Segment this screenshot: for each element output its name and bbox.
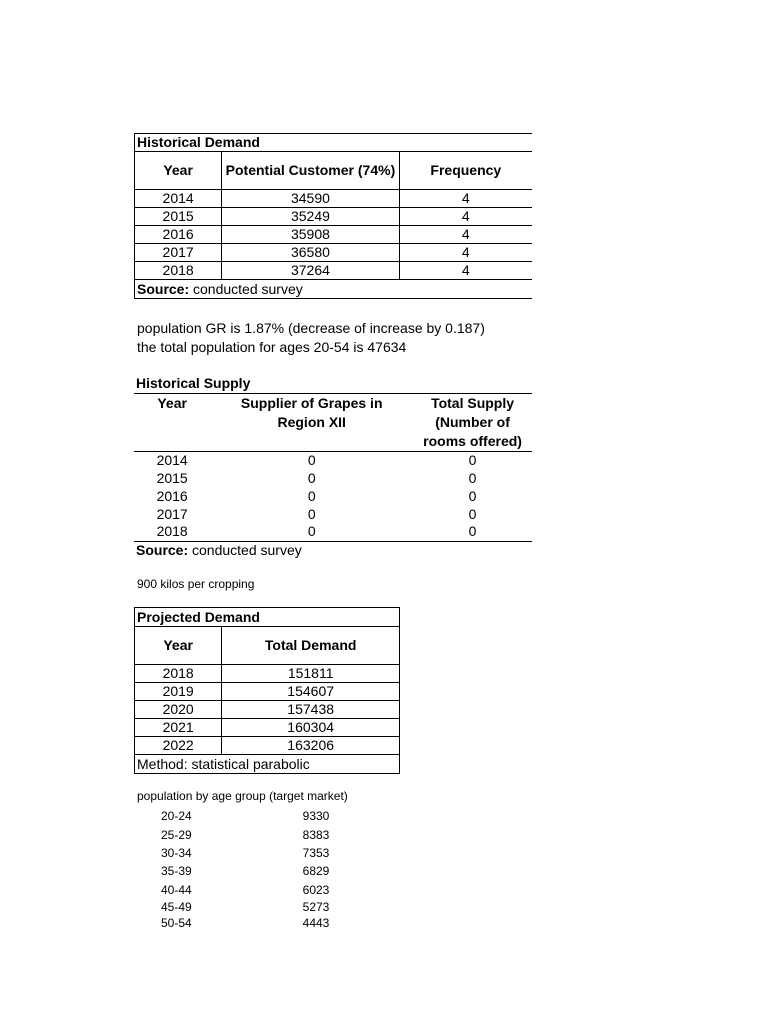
pd-method: Method: statistical parabolic [135, 755, 400, 774]
historical-supply-table [134, 374, 532, 560]
hs-source-label: Source: [136, 542, 189, 559]
pd-cell-year: 2019 [135, 683, 222, 701]
pd-cell-year: 2021 [135, 719, 222, 737]
hd-cell-frequency: 4 [399, 244, 532, 262]
historical-demand-table [134, 133, 532, 299]
projected-demand-title: Projected Demand [135, 608, 400, 627]
hs-cell-year: 2014 [156, 451, 188, 468]
pd-cell-demand: 157438 [222, 701, 400, 719]
hd-cell-year: 2017 [135, 244, 222, 262]
pd-cell-demand: 151811 [222, 665, 400, 683]
age-count: 5273 [302, 900, 330, 914]
pd-cell-year: 2018 [135, 665, 222, 683]
hd-cell-frequency: 4 [399, 226, 532, 244]
age-range: 20-24 [161, 809, 192, 823]
age-range: 45-49 [161, 900, 192, 914]
projected-demand-table [134, 607, 400, 774]
pd-cell-year: 2022 [135, 737, 222, 755]
table-row [135, 665, 400, 683]
hs-cell-year: 2015 [156, 469, 188, 486]
age-count: 8383 [302, 828, 330, 842]
hd-cell-year: 2015 [135, 208, 222, 226]
hd-cell-customer: 37264 [222, 262, 399, 280]
total-population-note: the total population for ages 20-54 is 47634 [137, 339, 407, 355]
pd-header-year: Year [135, 627, 222, 665]
hs-header-supplier: Supplier of Grapes in Region XII [210, 393, 413, 451]
table-row [134, 523, 532, 541]
age-count: 4443 [302, 916, 330, 930]
age-count: 7353 [302, 846, 330, 860]
hs-cell-year: 2018 [134, 523, 210, 541]
age-range: 50-54 [161, 916, 192, 930]
pd-cell-demand: 154607 [222, 683, 400, 701]
age-range: 35-39 [161, 864, 192, 878]
hd-cell-year: 2016 [135, 226, 222, 244]
hs-cell-total: 0 [413, 523, 532, 541]
hd-cell-frequency: 4 [399, 190, 532, 208]
age-group-title: population by age group (target market) [137, 789, 348, 803]
hd-cell-frequency: 4 [399, 262, 532, 280]
table-row [134, 451, 532, 469]
hs-cell-supplier: 0 [210, 523, 413, 541]
historical-supply-title: Historical Supply [134, 374, 532, 393]
pd-cell-demand: 160304 [222, 719, 400, 737]
hs-header-year: Year [134, 393, 210, 451]
hs-cell-supplier: 0 [307, 451, 316, 468]
hd-header-frequency: Frequency [399, 152, 532, 190]
table-row [135, 208, 533, 226]
hd-cell-customer: 35908 [222, 226, 399, 244]
age-count: 6023 [302, 883, 330, 897]
growth-rate-note: population GR is 1.87% (decrease of increase by 0.187) [137, 320, 485, 336]
hd-header-year: Year [135, 152, 222, 190]
kilos-note: 900 kilos per cropping [137, 577, 255, 591]
table-row [135, 737, 400, 755]
hd-header-potential-customer: Potential Customer (74%) [222, 152, 399, 190]
hd-cell-year: 2018 [135, 262, 222, 280]
hs-cell-year: 2016 [156, 487, 188, 504]
hs-cell-total: 0 [468, 487, 477, 504]
age-range: 40-44 [161, 883, 192, 897]
hd-source [135, 280, 533, 299]
hd-cell-customer: 35249 [222, 208, 399, 226]
hs-cell-supplier: 0 [307, 505, 316, 522]
pd-header-total-demand: Total Demand [222, 627, 400, 665]
table-row [135, 719, 400, 737]
table-row [135, 683, 400, 701]
table-row [135, 701, 400, 719]
age-count: 6829 [302, 864, 330, 878]
age-range: 25-29 [161, 828, 192, 842]
hs-source-text: conducted survey [188, 542, 302, 559]
table-row [135, 226, 533, 244]
table-row [134, 469, 532, 487]
hs-cell-year: 2017 [156, 505, 188, 522]
hs-cell-total: 0 [468, 451, 477, 468]
hd-cell-frequency: 4 [399, 208, 532, 226]
hd-source-label: Source: [137, 280, 190, 297]
hs-cell-supplier: 0 [307, 469, 316, 486]
table-row [134, 487, 532, 505]
table-row [135, 244, 533, 262]
hs-header-total-supply: Total Supply (Number of rooms offered) [413, 393, 532, 451]
hd-source-text: conducted survey [189, 280, 303, 297]
historical-demand-title: Historical Demand [135, 134, 533, 152]
table-row [135, 190, 533, 208]
hs-cell-total: 0 [468, 505, 477, 522]
pd-cell-demand: 163206 [222, 737, 400, 755]
table-row [135, 262, 533, 280]
pd-cell-year: 2020 [135, 701, 222, 719]
age-count: 9330 [302, 809, 330, 823]
age-range: 30-34 [161, 846, 192, 860]
hs-source [134, 541, 532, 560]
table-row [134, 505, 532, 523]
hd-cell-year: 2014 [135, 190, 222, 208]
hd-cell-customer: 34590 [222, 190, 399, 208]
hs-cell-total: 0 [468, 469, 477, 486]
hs-cell-supplier: 0 [307, 487, 316, 504]
hd-cell-customer: 36580 [222, 244, 399, 262]
